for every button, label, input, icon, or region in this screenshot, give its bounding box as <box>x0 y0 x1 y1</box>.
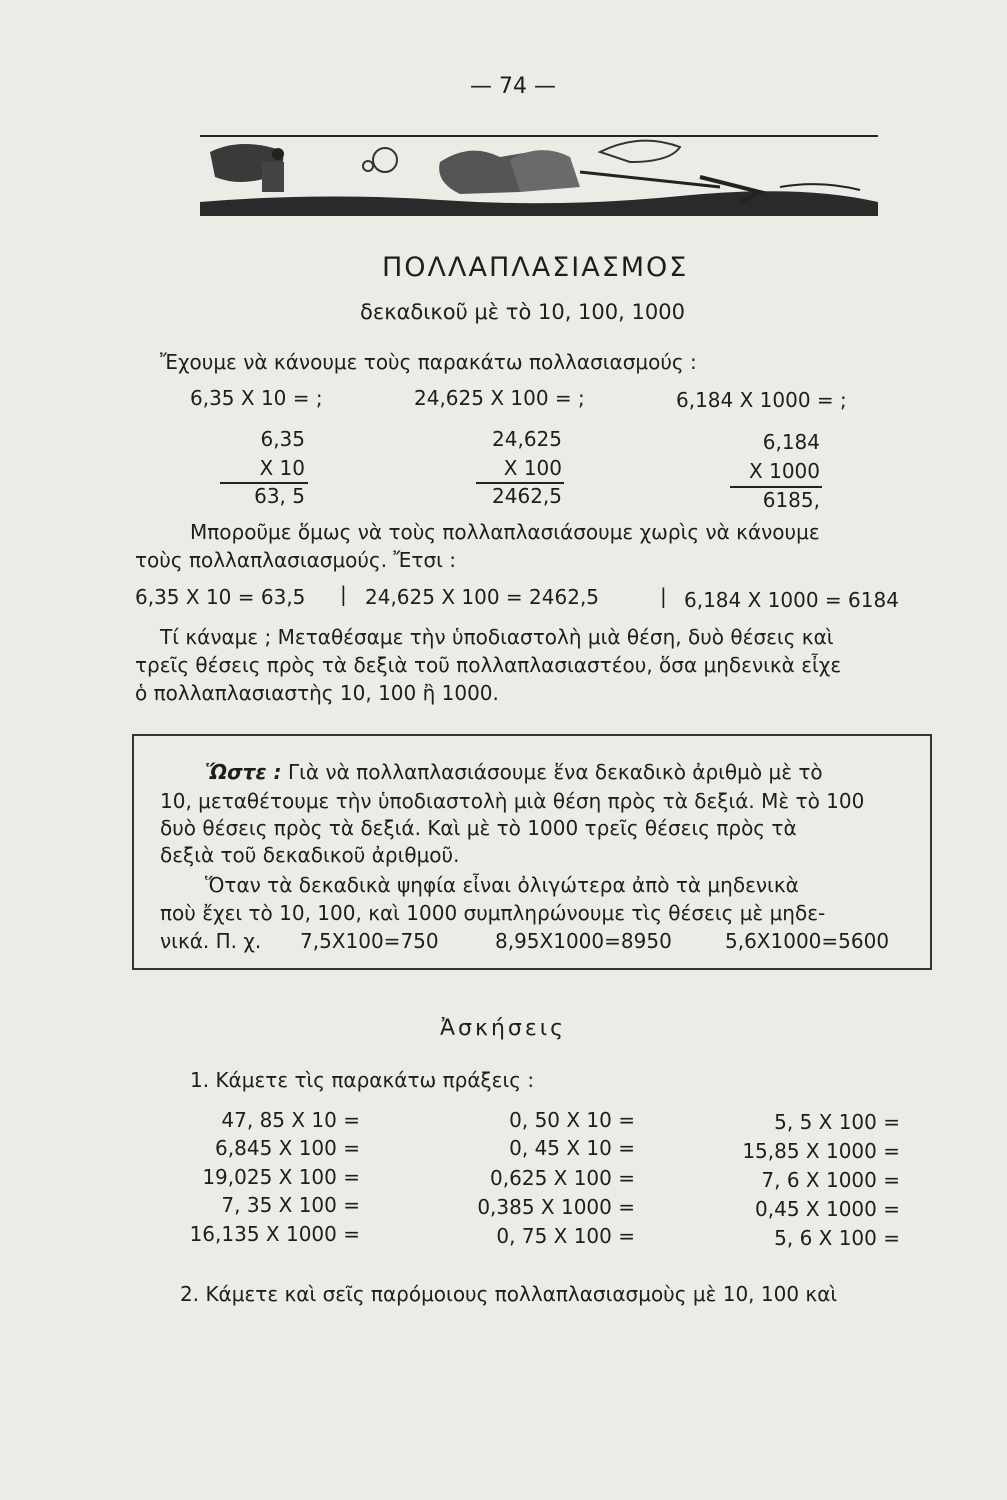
problem-1: 6,35 X 10 = ; <box>190 386 323 410</box>
column-1-top: 6,35 <box>260 427 305 451</box>
rule-box-lead: Ὥστε : <box>205 760 282 784</box>
column-2-top: 24,625 <box>492 427 562 451</box>
column-3-top: 6,184 <box>762 430 820 454</box>
paragraph-1-line-1: Μποροῦμε ὅμως νὰ τοὺς πολλαπλασιάσουμε χωρὶς νὰ κάνουμε <box>190 520 820 544</box>
paragraph-2-line-2: τρεῖς θέσεις πρὸς τὰ δεξιὰ τοῦ πολλαπλασιαστέου, ὅσα μηδενικὰ εἶχε <box>135 653 842 677</box>
rule-box-line-5: Ὅταν τὰ δεκαδικὰ ψηφία εἶναι ὀλιγώτερα ἀπὸ τὰ μηδενικὰ <box>205 873 799 897</box>
exercise-cell: 15,85 X 1000 = <box>742 1139 900 1163</box>
rule-box-line-6: ποὺ ἔχει τὸ 10, 100, καὶ 1000 συμπληρώνουμε τὶς θέσεις μὲ μηδε- <box>160 901 826 925</box>
separator-1: | <box>340 582 347 606</box>
exercise-cell: 5, 5 X 100 = <box>774 1110 900 1134</box>
page-number: — 74 — <box>470 74 556 99</box>
exercise-1-title: 1. Κάμετε τὶς παρακάτω πράξεις : <box>190 1068 535 1092</box>
direct-result-2: 24,625 X 100 = 2462,5 <box>365 585 600 609</box>
rule-box-example-2: 8,95X1000=8950 <box>495 929 672 953</box>
column-2-multiplier: X 100 <box>503 456 562 480</box>
exercise-cell: 7, 6 X 1000 = <box>761 1168 900 1192</box>
page-title: ΠΟΛΛΑΠΛΑΣΙΑΣΜΟΣ <box>382 252 689 283</box>
column-1-multiplier: X 10 <box>259 456 305 480</box>
rule-box-line-4: δεξιὰ τοῦ δεκαδικοῦ ἀριθμοῦ. <box>160 843 460 867</box>
rule-box-example-1: 7,5X100=750 <box>300 929 439 953</box>
paragraph-2-line-1: Τί κάναμε ; Μεταθέσαμε τὴν ὑποδιαστολὴ μιὰ θέση, δυὸ θέσεις καὶ <box>160 625 834 649</box>
exercise-cell: 5, 6 X 100 = <box>774 1226 900 1250</box>
direct-result-3: 6,184 X 1000 = 6184 <box>684 588 899 612</box>
problem-3: 6,184 X 1000 = ; <box>676 388 847 412</box>
exercise-cell: 16,135 X 1000 = <box>189 1222 360 1246</box>
intro-text: Ἔχουμε νὰ κάνουμε τοὺς παρακάτω πολλασιασμούς : <box>160 350 697 374</box>
exercise-cell: 0, 45 X 10 = <box>509 1136 635 1160</box>
exercise-cell: 47, 85 X 10 = <box>221 1108 360 1132</box>
separator-2: | <box>660 584 667 608</box>
exercise-cell: 7, 35 X 100 = <box>221 1193 360 1217</box>
rule-box-line-2: 10, μεταθέτουμε τὴν ὑποδιαστολὴ μιὰ θέση πρὸς τὰ δεξιά. Μὲ τὸ 100 <box>160 789 865 813</box>
page-subtitle: δεκαδικοῦ μὲ τὸ 10, 100, 1000 <box>360 300 685 324</box>
rule-box-line-3: δυὸ θέσεις πρὸς τὰ δεξιά. Καὶ μὲ τὸ 1000 τρεῖς θέσεις πρὸς τὰ <box>160 816 797 840</box>
column-3-result: 6185, <box>762 488 820 512</box>
rule-box-example-3: 5,6X1000=5600 <box>725 929 890 953</box>
column-3-multiplier: X 1000 <box>749 459 820 483</box>
exercise-cell: 0,45 X 1000 = <box>755 1197 900 1221</box>
column-2-result: 2462,5 <box>492 484 562 508</box>
exercise-cell: 19,025 X 100 = <box>202 1165 360 1189</box>
exercise-2-text: 2. Κάμετε καὶ σεῖς παρόμοιους πολλαπλασιασμοὺς μὲ 10, 100 καὶ <box>180 1282 838 1306</box>
rule-box-line-1: Γιὰ νὰ πολλαπλασιάσουμε ἕνα δεκαδικὸ ἀριθμὸ μὲ τὸ <box>288 760 823 784</box>
paragraph-1-line-2: τοὺς πολλαπλασιασμούς. Ἔτσι : <box>135 548 456 572</box>
exercise-cell: 6,845 X 100 = <box>215 1136 360 1160</box>
exercise-cell: 0, 75 X 100 = <box>496 1224 635 1248</box>
paragraph-2-line-3: ὁ πολλαπλασιαστὴς 10, 100 ἢ 1000. <box>135 681 499 705</box>
exercise-cell: 0, 50 X 10 = <box>509 1108 635 1132</box>
plowing-vignette-illustration <box>200 132 878 216</box>
exercise-cell: 0,385 X 1000 = <box>477 1195 635 1219</box>
exercises-heading: Ἀσκήσεις <box>440 1016 567 1041</box>
problem-2: 24,625 X 100 = ; <box>414 386 585 410</box>
direct-result-1: 6,35 X 10 = 63,5 <box>135 585 306 609</box>
exercise-cell: 0,625 X 100 = <box>490 1166 635 1190</box>
column-1-result: 63, 5 <box>254 484 305 508</box>
rule-box-last-line-lead: νικά. Π. χ. <box>160 929 262 953</box>
